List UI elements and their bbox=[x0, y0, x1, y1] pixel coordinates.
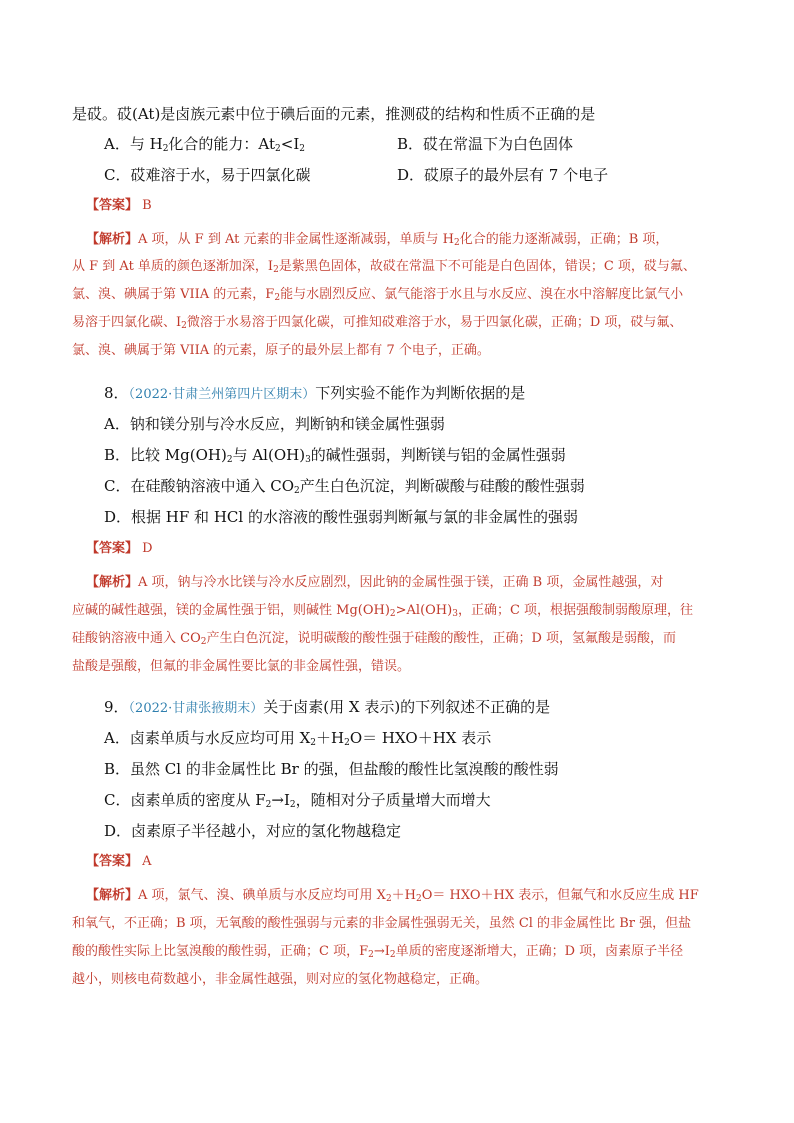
q8-option-b: B．比较 $Mg(OH)_2$与 $Al(OH)_3$的碱性强弱，判断镁与铝的金属性强弱 bbox=[104, 446, 566, 465]
q8-analysis-line-3: 硅酸钠溶液中通入 $CO_2$产生白色沉淀，说明碳酸的酸性强于硅酸的酸性，正确；D 项，氢氟酸是弱酸，而 bbox=[72, 631, 677, 647]
answer-tag: 【答案】 bbox=[86, 198, 139, 213]
q7-option-a: A．与 $H_2$化合的能力：$At_2<I_2$ bbox=[104, 135, 305, 154]
q7-analysis-text-3b: 能与水剧烈反应、氯气能溶于水且与水反应、溴在水中溶解度比氯气小 bbox=[280, 287, 684, 302]
answer-tag: 【答案】 bbox=[86, 541, 139, 556]
q8-answer bbox=[86, 540, 153, 558]
q9-option-c: C．卤素单质的密度从 $F_2\to I_2$，随相对分子质量增大而增大 bbox=[104, 791, 491, 810]
q8-analysis-line-1 bbox=[86, 574, 663, 592]
q7-analysis-line-4: 易溶于四氯化碳、$I_2$微溶于水易溶于四氯化碳，可推知砹难溶于水，易于四氯化碳，正确；D 项，砹与氟、 bbox=[72, 315, 683, 331]
q8-option-a: A．钠和镁分别与冷水反应，判断钠和镁金属性强弱 bbox=[104, 415, 445, 433]
analysis-tag: 【解析】 bbox=[86, 888, 139, 903]
q8-source: （2022·甘肃兰州第四片区期末） bbox=[128, 387, 316, 402]
q7-analysis-line-2: 从 F 到 At 单质的颜色逐渐加深，$I_2$是紫黑色固体，故砹在常温下不可能是白色固体，错误；C 项，砹与氟、 bbox=[72, 259, 696, 275]
q9-option-b: B．虽然 Cl 的非金属性比 Br 的强，但盐酸的酸性比氢溴酸的酸性弱 bbox=[104, 760, 559, 778]
q7-stem: 是砹。砹(At)是卤族元素中位于碘后面的元素，推测砹的结构和性质不正确的是 bbox=[72, 105, 596, 123]
q8-number: 8． bbox=[104, 384, 129, 402]
q9-analysis-line-1: 【解析】A 项，氯气、溴、碘单质与水反应均可用 $X_2+H_2O= HXO+HX$ 表示，但氟气和水反应生成 HF bbox=[86, 888, 699, 904]
q9-answer bbox=[86, 853, 152, 871]
q7-analysis-text-3a: 氯、溴、碘属于第 VIIA 的元素，F bbox=[72, 287, 275, 302]
q9-option-a: A．卤素单质与水反应均可用 $X_2+H_2O= HXO+HX$ 表示 bbox=[104, 729, 492, 748]
analysis-tag: 【解析】 bbox=[86, 575, 139, 590]
q9-source: （2022·甘肃张掖期末） bbox=[128, 701, 264, 716]
q7-option-b: B．砹在常温下为白色固体 bbox=[397, 135, 574, 153]
q7-answer-value: B bbox=[142, 198, 152, 213]
q8-analysis-text-1: A 项，钠与冷水比镁与冷水反应剧烈，因此钠的金属性强于镁，正确 B 项，金属性越强，对 bbox=[138, 575, 664, 590]
analysis-tag: 【解析】 bbox=[86, 232, 139, 247]
q9-analysis-line-4: 越小，则核电荷数越小，非金属性越强，则对应的氢化物越稳定，正确。 bbox=[72, 972, 489, 987]
q7-analysis-text-1a: A 项，从 F 到 At 元素的非金属性逐渐减弱，单质与 H bbox=[138, 232, 454, 247]
q7-analysis-text-4a: 易溶于四氯化碳、I bbox=[72, 315, 182, 330]
q8-stem bbox=[104, 383, 525, 405]
q7-analysis-line-3: 氯、溴、碘属于第 VIIA 的元素，$F_2$能与水剧烈反应、氯气能溶于水且与水反应、溴在水中溶解度比氯气小 bbox=[72, 287, 684, 303]
q7-answer bbox=[86, 197, 152, 215]
q7-analysis-line-5: 氯、溴、碘属于第 VIIA 的元素，原子的最外层上都有 7 个电子，正确。 bbox=[72, 343, 490, 358]
q9-analysis-line-3: 酸的酸性实际上比氢溴酸的酸性弱，正确；C 项，$F_2\to I_2$单质的密度逐渐增大，正确；D 项，卤素原子半径 bbox=[72, 944, 684, 960]
q7-option-d: D．砹原子的最外层有 7 个电子 bbox=[397, 166, 609, 184]
q9-stem bbox=[104, 697, 550, 719]
q8-answer-value: D bbox=[142, 541, 153, 556]
q7-analysis-text-2b: 是紫黑色固体，故砹在常温下不可能是白色固体，错误；C 项，砹与氟、 bbox=[278, 259, 696, 274]
q9-option-d: D．卤素原子半径越小，对应的氢化物越稳定 bbox=[104, 822, 402, 840]
q9-number: 9． bbox=[104, 698, 129, 716]
q9-analysis-line-2: 和氧气，不正确；B 项，无氧酸的酸性强弱与元素的非金属性强弱无关，虽然 Cl 的非金属性比 Br 强，但盐 bbox=[72, 916, 692, 931]
q7-analysis-line-1: 【解析】A 项，从 F 到 At 元素的非金属性逐渐减弱，单质与 $H_2$化合的能力逐渐减弱，正确；B 项， bbox=[86, 232, 669, 248]
q8-analysis-line-2: 应碱的碱性越强，镁的金属性强于铝，则碱性 $Mg(OH)_2>Al(OH)_3$，正确；C 项，根据强酸制弱酸原理，往 bbox=[72, 603, 694, 619]
q9-answer-value: A bbox=[142, 854, 152, 869]
q8-option-c: C．在硅酸钠溶液中通入 $CO_2$产生白色沉淀，判断碳酸与硅酸的酸性强弱 bbox=[104, 477, 585, 496]
q9-stem-text: 关于卤素(用 X 表示)的下列叙述不正确的是 bbox=[263, 698, 551, 716]
q7-analysis-text-1b: 化合的能力逐渐减弱，正确；B 项， bbox=[459, 232, 669, 247]
answer-tag: 【答案】 bbox=[86, 854, 139, 869]
q7-option-c: C．砹难溶于水，易于四氯化碳 bbox=[104, 166, 311, 184]
q8-analysis-line-4: 盐酸是强酸，但氟的非金属性要比氯的非金属性强，错误。 bbox=[72, 659, 411, 674]
q8-option-d: D．根据 HF 和 HCl 的水溶液的酸性强弱判断氟与氯的非金属性的强弱 bbox=[104, 508, 578, 526]
q7-analysis-text-4b: 微溶于水易溶于四氯化碳，可推知砹难溶于水，易于四氯化碳，正确；D 项，砹与氟、 bbox=[186, 315, 683, 330]
q8-stem-text: 下列实验不能作为判断依据的是 bbox=[315, 384, 526, 402]
q7-analysis-text-2a: 从 F 到 At 单质的颜色逐渐加深，I bbox=[72, 259, 274, 274]
